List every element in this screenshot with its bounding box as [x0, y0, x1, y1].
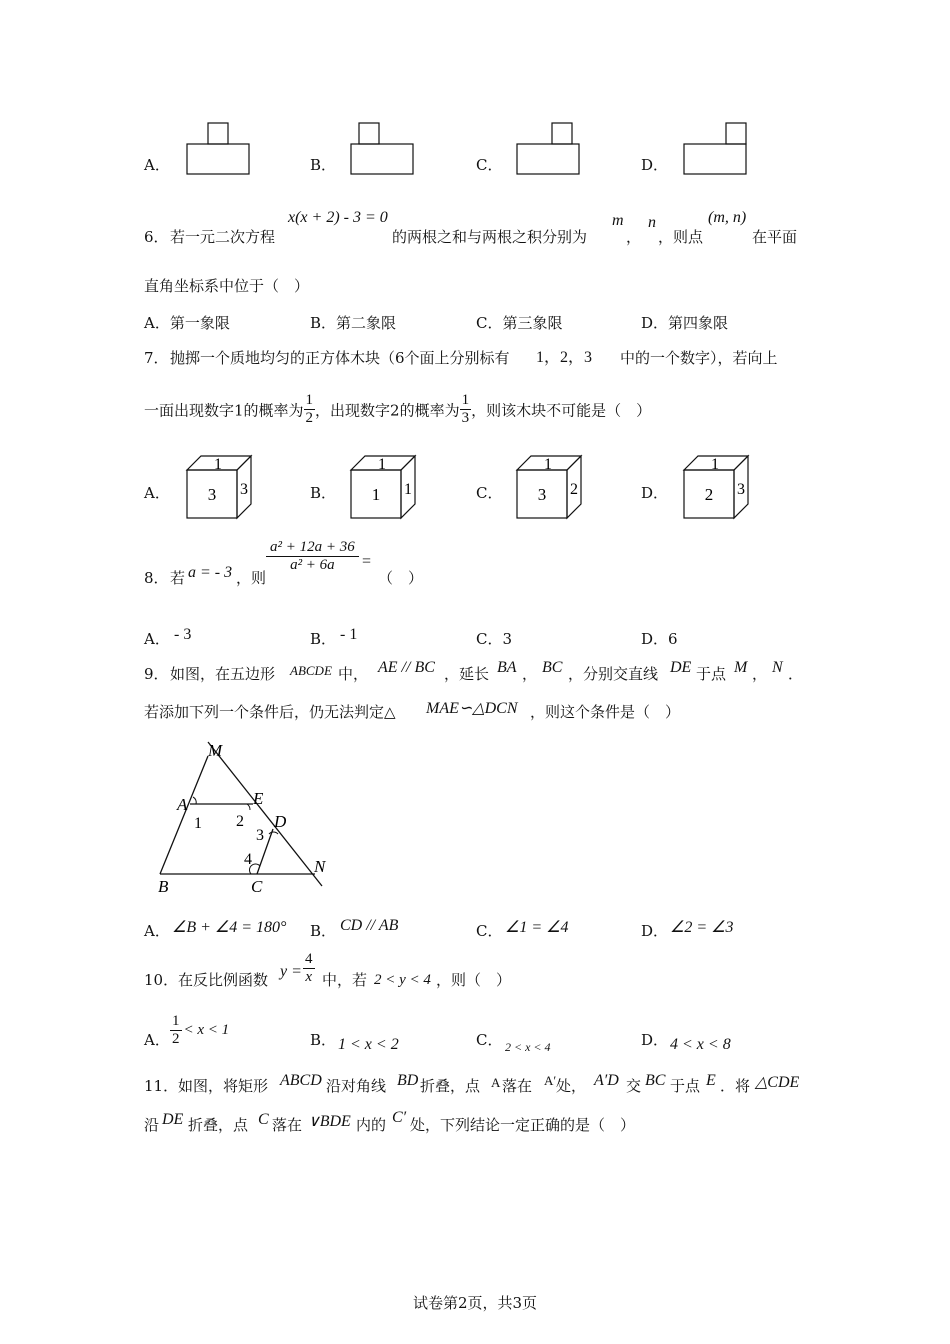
q7-cube-b-side: 1 [404, 481, 412, 498]
q11-bd: BD [397, 1072, 419, 1089]
q10-opta-num: 1 [170, 1013, 182, 1031]
q9-text4: ， [522, 665, 538, 683]
q11-a: A [491, 1075, 501, 1090]
q9-text2: 中， [338, 665, 369, 683]
q7-cube-a-front: 3 [207, 485, 217, 504]
q7-line2 [144, 392, 651, 428]
q9-line2a: 若添加下列一个条件后，仍无法判定△ [144, 703, 396, 721]
q9-option-d-label: D． [641, 922, 669, 940]
q9-line2b: ，则这个条件是（ ） [530, 703, 681, 721]
q9-n: N [772, 659, 783, 676]
q11-ad: A′D [594, 1072, 619, 1089]
q7-cube-d-side: 3 [737, 481, 745, 498]
q7-nums: 1，2，3 [536, 349, 593, 366]
q11-text2: 沿对角线 [326, 1077, 387, 1095]
q8-option-b-label: B． [310, 630, 337, 648]
q9-label-b: B [158, 877, 169, 896]
q9-option-c-label: C． [476, 922, 503, 940]
q7-cube-c-front: 3 [537, 485, 547, 504]
q11-text5: 处， [556, 1077, 587, 1095]
q11-line2a: 沿 [144, 1116, 160, 1134]
q9-option-c-value: ∠1 = ∠4 [505, 919, 569, 936]
q8-fraction [266, 539, 359, 575]
q6-option-c: C．第三象限 [476, 314, 563, 332]
q9-text6: 于点 [696, 665, 727, 683]
q7-fraction-2 [460, 392, 472, 428]
q9-option-b-value: CD // AB [340, 917, 399, 934]
q9-option-d-value: ∠2 = ∠3 [670, 919, 734, 936]
q10-func-y: y = [280, 963, 302, 980]
q6-point: (m, n) [708, 209, 747, 226]
q9-text7: ， [752, 665, 768, 683]
q7-frac1-num: 1 [304, 392, 316, 410]
q6-m: m [612, 212, 624, 229]
q7-option-c-label: C． [476, 484, 503, 502]
q10-option-d-label: D． [641, 1031, 669, 1049]
q9-de: DE [670, 659, 692, 676]
q9-label-3: 3 [256, 827, 264, 844]
q11-cde: △CDE [755, 1074, 800, 1091]
q11-text1: 如图，将矩形 [178, 1077, 269, 1095]
q10-option-d-value: 4 < x < 8 [670, 1036, 731, 1053]
q9-text1: 如图，在五边形 [170, 665, 276, 683]
q10-option-c-label: C． [476, 1031, 503, 1049]
q5-option-c-label: C． [476, 156, 503, 174]
q9-label-c: C [251, 877, 263, 896]
q6-text2: 的两根之和与两根之积分别为 [392, 228, 588, 246]
q11-line2c: 落在 [272, 1116, 303, 1134]
q7-option-d-label: D． [641, 484, 669, 502]
q5-option-a-figure [186, 122, 250, 176]
q11-c-prime: C′ [392, 1109, 407, 1126]
q7-frac2-den: 3 [461, 410, 470, 427]
q6-option-d: D．第四象限 [641, 314, 729, 332]
q6-option-b: B．第二象限 [310, 314, 397, 332]
q11-text4: 落在 [502, 1077, 533, 1095]
q7-cube-c [514, 452, 586, 522]
q10-number: 10． [144, 971, 179, 989]
q7-option-a-label: A． [144, 484, 170, 502]
q11-line2e: 处，下列结论一定正确的是（ ） [410, 1116, 636, 1134]
q11-text6: 交 [626, 1077, 642, 1095]
q7-cube-b-top: 1 [378, 456, 386, 473]
q9-ba: BA [497, 659, 517, 676]
q9-angle-3-arc [269, 832, 278, 834]
q6-text1: 若一元二次方程 [170, 228, 276, 246]
q7-cube-c-top: 1 [544, 456, 552, 473]
q7-cube-a-side: 3 [240, 481, 248, 498]
q11-line2d: 内的 [356, 1116, 387, 1134]
q6-line2: 直角坐标系中位于（ ） [144, 277, 310, 295]
q7-cube-d [681, 452, 753, 522]
q8-text1: 若 [170, 569, 186, 587]
q5-option-d-figure [683, 122, 749, 176]
q11-text3: 折叠，点 [420, 1077, 481, 1095]
q5-option-a-label: A． [144, 156, 170, 174]
q10-option-b-label: B． [310, 1031, 337, 1049]
q10-option-a-value [170, 1013, 229, 1049]
q7-line2b: ，出现数字2的概率为 [315, 401, 460, 420]
q8-denominator: a² + 6a [290, 557, 335, 574]
page-footer: 试卷第2页，共3页 [412, 1294, 538, 1312]
q8-condition: a = - 3 [188, 564, 233, 581]
q7-number: 7． [144, 349, 169, 367]
q8-equals: = [362, 553, 372, 570]
q9-bc: BC [542, 659, 563, 676]
q10-text3: ，则（ ） [436, 971, 512, 989]
q7-fraction-1 [304, 392, 316, 428]
q6-text4: 在平面 [752, 228, 798, 246]
q10-opta-den: 2 [172, 1031, 180, 1048]
q7-line2a: 一面出现数字1的概率为 [144, 401, 304, 420]
q5-option-d-label: D． [641, 156, 669, 174]
q6-comma: ， [626, 228, 642, 246]
q10-func-fraction [303, 951, 315, 987]
q10-option-b-value: 1 < x < 2 [338, 1036, 399, 1053]
q10-func-den: x [305, 969, 313, 986]
q11-a-prime: A′ [544, 1073, 557, 1088]
q9-text5: ，分别交直线 [568, 665, 659, 683]
q9-option-a-label: A． [144, 922, 170, 940]
q11-number: 11． [144, 1077, 179, 1095]
q9-angle-2-arc [247, 804, 250, 810]
q9-label-m: M [208, 741, 223, 760]
q9-option-a-value: ∠B + ∠4 = 180° [172, 919, 287, 936]
q8-paren: （ ） [378, 569, 424, 587]
q6-number: 6． [144, 228, 169, 246]
q11-de: DE [162, 1111, 184, 1128]
q8-text2: ，则 [236, 569, 267, 587]
q8-option-a-value: - 3 [174, 626, 192, 643]
q11-rect: ABCD [280, 1072, 322, 1089]
q11-bde: ∨BDE [308, 1113, 351, 1130]
q7-frac2-num: 1 [460, 392, 472, 410]
q10-func-num: 4 [303, 951, 315, 969]
q9-similar: MAE∽△DCN [426, 700, 518, 717]
q7-text1: 抛掷一个质地均匀的正方体木块（6个面上分别标有 [170, 349, 510, 367]
q9-pentagon: ABCDE [290, 663, 332, 678]
q9-number: 9． [144, 665, 169, 683]
q7-cube-c-side: 2 [570, 481, 578, 498]
q11-bc: BC [645, 1072, 666, 1089]
q9-text3: ，延长 [444, 665, 490, 683]
q11-text8: ．将 [720, 1077, 751, 1095]
q10-opta-rest: < x < 1 [183, 1022, 230, 1039]
q9-label-a: A [177, 795, 188, 814]
q9-parallel: AE // BC [378, 659, 435, 676]
q11-e: E [706, 1072, 716, 1089]
q9-figure [150, 734, 340, 898]
q7-cube-a-top: 1 [214, 456, 222, 473]
q5-option-b-label: B． [310, 156, 337, 174]
q9-label-e: E [253, 789, 264, 808]
q9-label-1: 1 [194, 815, 202, 832]
q7-cube-d-top: 1 [711, 456, 719, 473]
q11-text7: 于点 [670, 1077, 701, 1095]
q8-option-a-label: A． [144, 630, 170, 648]
q7-option-b-label: B． [310, 484, 337, 502]
q7-cube-b [348, 452, 420, 522]
q6-n: n [648, 214, 656, 231]
q10-text1: 在反比例函数 [178, 971, 269, 989]
q9-angle-1-arc [193, 797, 196, 804]
q8-number: 8． [144, 569, 169, 587]
q9-option-b-label: B． [310, 922, 337, 940]
q7-cube-a [184, 452, 256, 522]
q9-m: M [734, 659, 748, 676]
q7-text2: 中的一个数字），若向上 [620, 349, 778, 367]
q8-option-b-value: - 1 [340, 626, 358, 643]
q6-equation: x(x + 2) - 3 = 0 [288, 209, 388, 226]
q10-condition: 2 < y < 4 [374, 972, 431, 988]
q10-option-a-label: A． [144, 1031, 170, 1049]
q10-text2: 中，若 [322, 971, 368, 989]
q9-text8: ． [788, 665, 804, 683]
q10-option-c-value: 2 < x < 4 [505, 1040, 551, 1054]
q11-line2b: 折叠，点 [188, 1116, 249, 1134]
q9-label-4: 4 [244, 851, 252, 868]
q6-option-a: A．第一象限 [144, 314, 230, 332]
q7-cube-d-front: 2 [704, 485, 714, 504]
q5-option-b-figure [350, 122, 414, 176]
q8-numerator: a² + 12a + 36 [266, 539, 359, 557]
q7-frac1-den: 2 [305, 410, 314, 427]
q7-line2c: ，则该木块不可能是（ ） [471, 401, 652, 420]
q6-text3: ，则点 [658, 228, 704, 246]
q5-option-c-figure [516, 122, 580, 176]
q9-line-mn [208, 742, 322, 886]
q9-label-n: N [314, 857, 326, 876]
q9-label-2: 2 [236, 813, 244, 830]
q11-c: C [258, 1111, 269, 1128]
q9-label-d: D [274, 812, 287, 831]
q7-cube-b-front: 1 [371, 485, 381, 504]
q8-option-c: C．3 [476, 630, 513, 648]
q8-option-d: D．6 [641, 630, 678, 648]
